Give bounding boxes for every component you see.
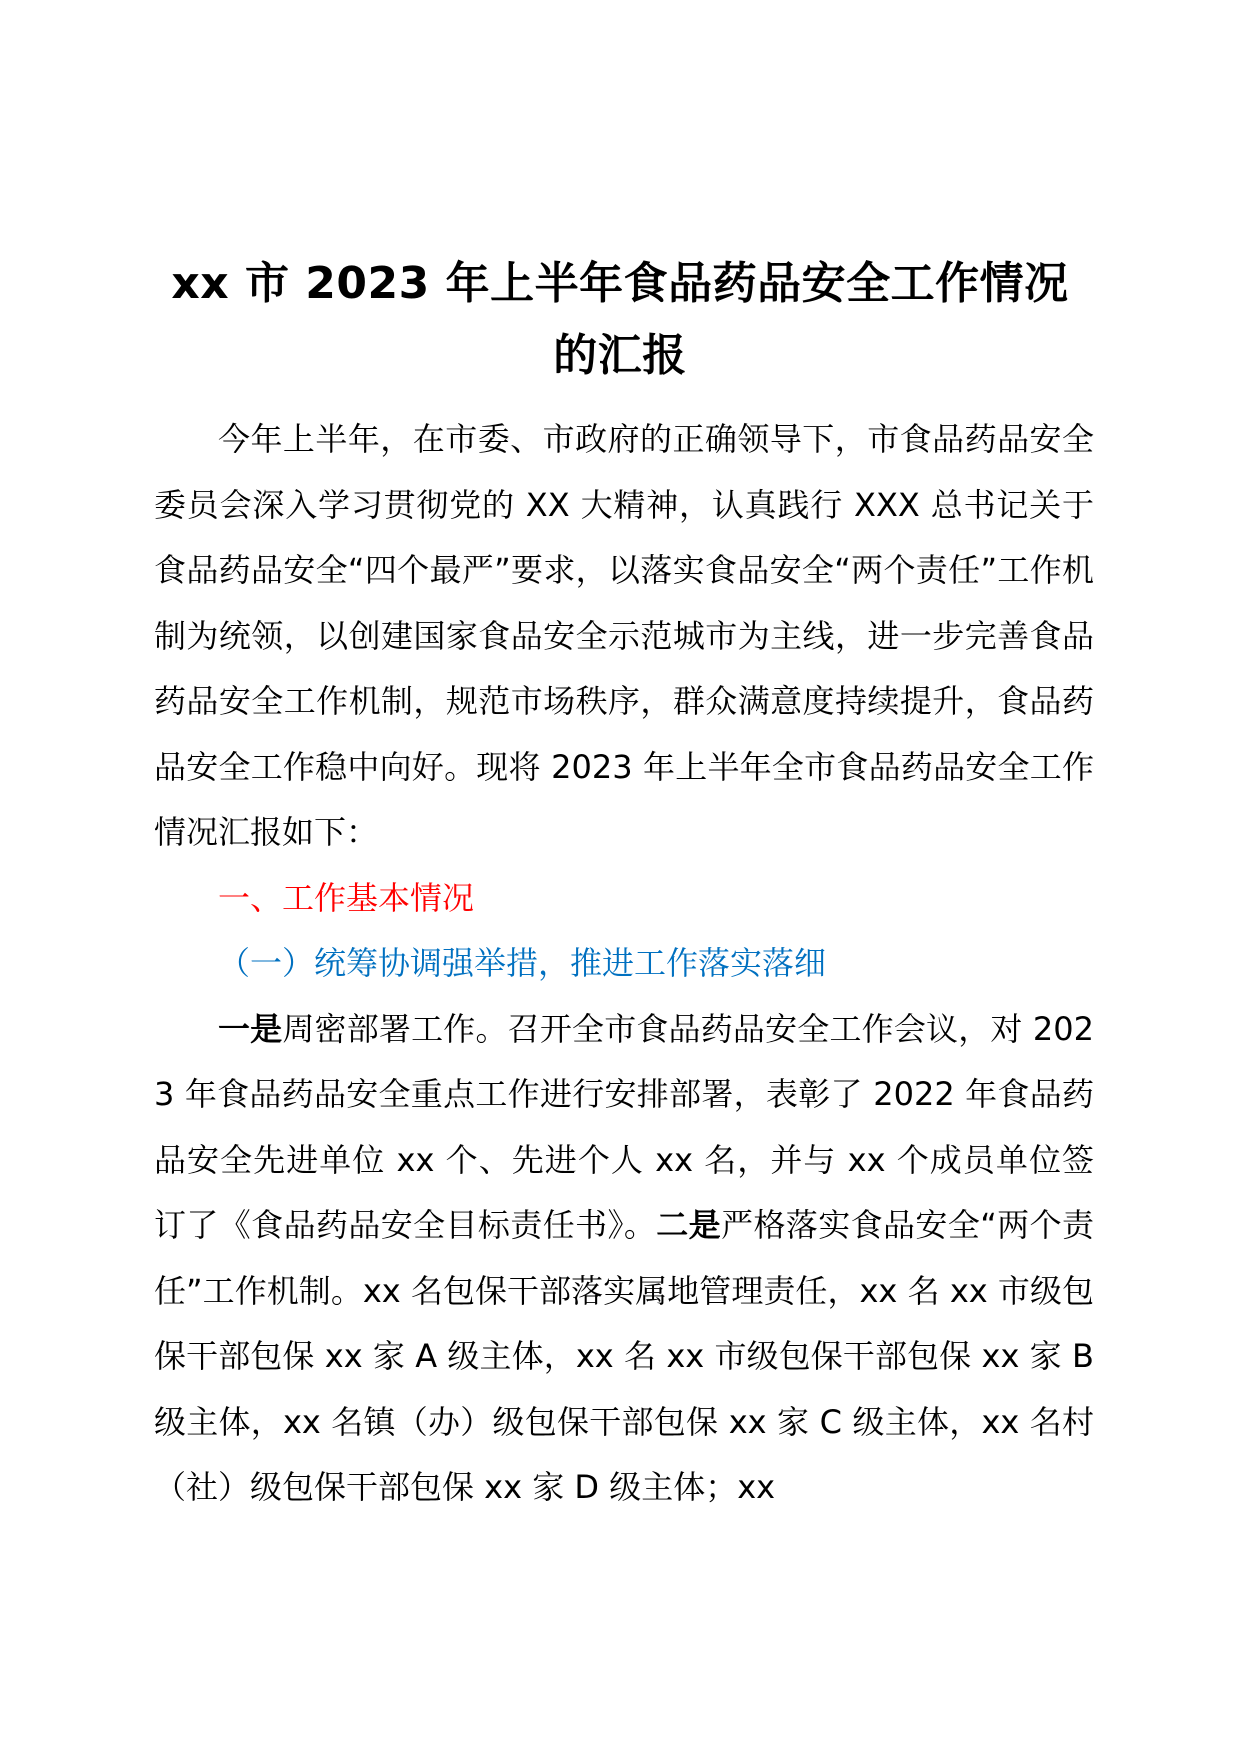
title-line-1: xx 市 2023 年上半年食品药品安全工作情况 [171, 258, 1069, 309]
intro-paragraph: 今年上半年，在市委、市政府的正确领导下，市食品药品安全委员会深入学习贯彻党的 XX 大精神，认真践行 XXX 总书记关于食品药品安全“四个最严”要求，以落实食品安全“两个责任”工作机制为统领，以创建国家食品安全示范城市为主线，进一步完善食品药品安全工作机制，规范市场秩序，群众满意度持续提升，食品药品安全工作稳中向好。现将 2023 年上半年全市食品药品安全工作情况汇报如下： [154, 420, 1094, 851]
lead-first: 一是 [218, 1009, 283, 1048]
lead-second: 二是 [656, 1206, 722, 1244]
section-heading-1: 一、工作基本情况 [218, 878, 475, 917]
document-body [154, 407, 1094, 1521]
title-line-2: 的汇报 [553, 330, 687, 381]
paragraph-text-a: 周密部署工作。召开全市食品药品安全工作会议，对 2023 年食品药品安全重点工作进行安排部署，表彰了 2022 年食品药品安全先进单位 xx 个、先进个人 xx 名，并与 xx 个成员单位签订了《食品药品安全目标责任书》。 [154, 1009, 1094, 1244]
subsection-heading-1: （一）统筹协调强举措，推进工作落实落细 [218, 944, 827, 982]
document-title [150, 248, 1090, 392]
paragraph-text-b: 严格落实食品安全“两个责任”工作机制。xx 名包保干部落实属地管理责任，xx 名 xx 市级包保干部包保 xx 家 A 级主体，xx 名 xx 市级包保干部包保 xx 家 B 级主体，xx 名镇（办）级包保干部包保 xx 家 C 级主体，xx 名村（社）级包保干部包保 xx 家 D 级主体；xx [154, 1206, 1094, 1506]
body-paragraph-1 [154, 997, 1094, 1521]
